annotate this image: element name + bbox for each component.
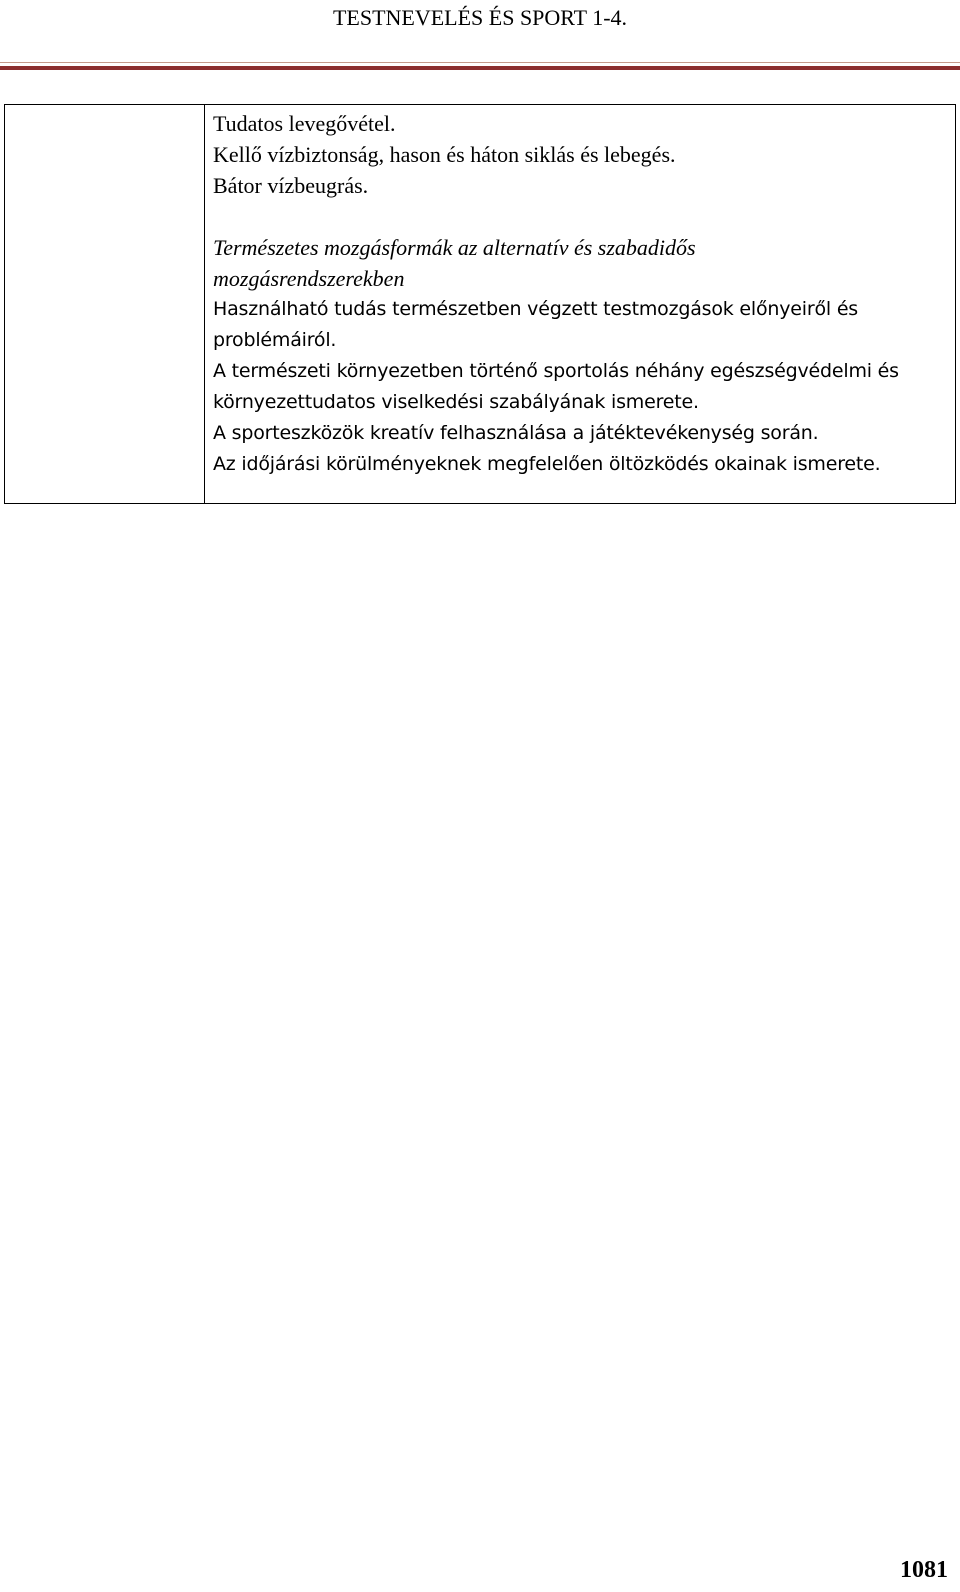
header-rule-thick <box>0 66 960 70</box>
content-cell <box>205 105 955 503</box>
content-table <box>4 104 956 504</box>
text-line-water-safety: Kellő vízbiztonság, hason és háton siklás és lebegés. <box>213 142 676 167</box>
section-heading-line-2: mozgásrendszerekben <box>213 266 405 291</box>
running-header: TESTNEVELÉS ÉS SPORT 1-4. <box>332 5 628 30</box>
text-line-water-jump: Bátor vízbeugrás. <box>213 173 369 198</box>
text-line-environment-2: környezettudatos viselkedési szabályának ismerete. <box>213 391 699 413</box>
text-line-breathing: Tudatos levegővétel. <box>213 111 396 136</box>
section-heading-line-1: Természetes mozgásformák az alternatív és szabadidős <box>213 235 696 260</box>
text-line-equipment: A sporteszközök kreatív felhasználása a játéktevékenység során. <box>213 422 819 444</box>
text-line-environment-1: A természeti környezetben történő sportolás néhány egészségvédelmi és <box>213 360 899 382</box>
text-line-weather: Az időjárási körülményeknek megfelelően öltözködés okainak ismerete. <box>213 453 881 475</box>
text-line-knowledge-1: Használható tudás természetben végzett testmozgások előnyeiről és <box>213 298 859 320</box>
empty-left-cell <box>5 105 205 503</box>
page-number: 1081 <box>900 1557 948 1583</box>
text-line-knowledge-2: problémáiról. <box>213 329 337 351</box>
header-rule-thin <box>0 62 960 63</box>
blank-line <box>213 201 951 232</box>
